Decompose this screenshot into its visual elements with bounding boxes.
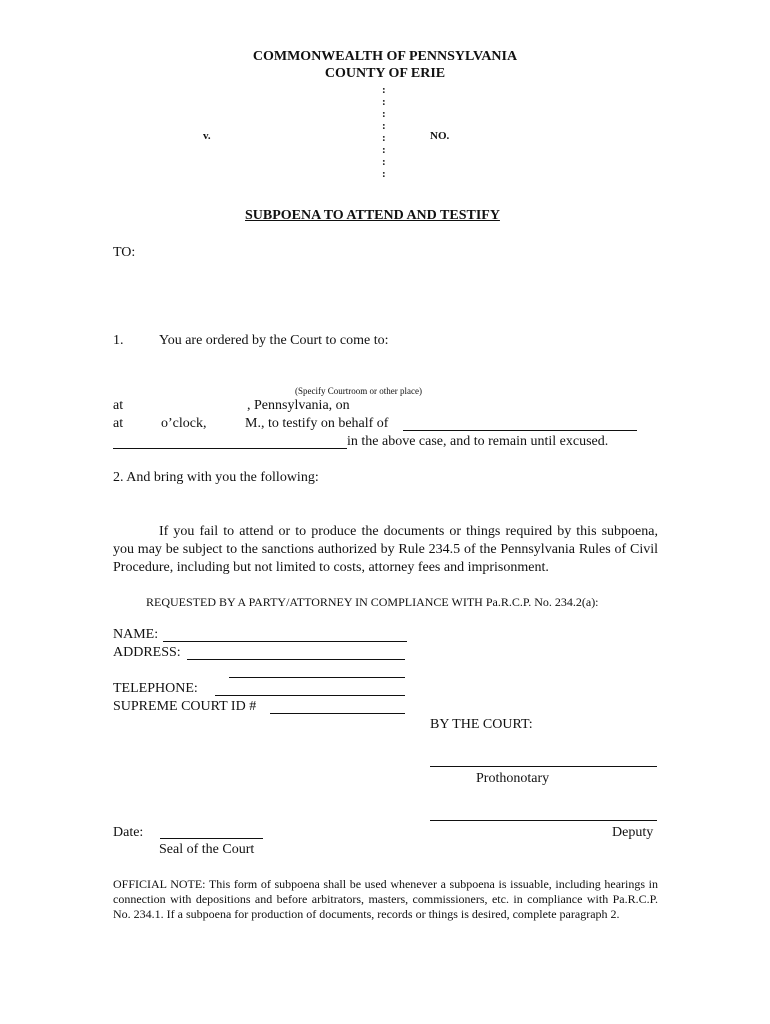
prothonotary-signature-line	[430, 766, 657, 767]
at-label-1: at	[113, 398, 124, 413]
address-line-2	[229, 677, 405, 678]
caption-colon: :	[382, 132, 386, 144]
caption-colon: :	[382, 108, 386, 120]
deputy-signature-line	[430, 820, 657, 821]
to-label: TO:	[113, 245, 136, 260]
date-label: Date:	[113, 825, 144, 840]
testify-text: M., to testify on behalf of	[245, 416, 389, 431]
by-the-court-label: BY THE COURT:	[430, 717, 533, 732]
county-name: COUNTY OF ERIE	[324, 66, 446, 81]
item1-number: 1.	[113, 333, 124, 348]
item1-text: You are ordered by the Court to come to:	[159, 333, 389, 348]
caption-colon: :	[382, 84, 386, 96]
address-label: ADDRESS:	[113, 645, 181, 660]
oclock-text: o’clock,	[161, 416, 207, 431]
versus-label: v.	[203, 130, 211, 142]
prothonotary-label: Prothonotary	[476, 771, 550, 786]
at-label-2: at	[113, 416, 124, 431]
address-line	[187, 659, 405, 660]
telephone-label: TELEPHONE:	[113, 681, 198, 696]
behalf-of-line-continued	[113, 448, 347, 449]
deputy-label: Deputy	[612, 825, 654, 840]
caption-colon: :	[382, 156, 386, 168]
requested-by-note: REQUESTED BY A PARTY/ATTORNEY IN COMPLIANCE WITH Pa.R.C.P. No. 234.2(a):	[146, 595, 599, 609]
seal-of-court-label: Seal of the Court	[159, 842, 255, 857]
specify-note: (Specify Courtroom or other place)	[295, 386, 422, 396]
telephone-line	[215, 695, 405, 696]
court-name: COMMONWEALTH OF PENNSYLVANIA	[252, 49, 518, 64]
warning-paragraph: If you fail to attend or to produce the documents or things required by this subpoena, you may be subject to the sanctions authorized by Rule 234.5 of the Pennsylvania Rules of Civil Procedure, including but not limited to costs, attorney fees and imprisonment.	[113, 524, 658, 575]
caption-colon: :	[382, 144, 386, 156]
name-line	[163, 641, 407, 642]
date-line	[160, 838, 263, 839]
supreme-court-id-line	[270, 713, 405, 714]
case-number-label: NO.	[430, 130, 450, 142]
caption-colon: :	[382, 168, 386, 180]
pennsylvania-text: , Pennsylvania, on	[247, 398, 350, 413]
behalf-of-line	[403, 430, 637, 431]
caption-colon: :	[382, 96, 386, 108]
supreme-court-id-label: SUPREME COURT ID #	[113, 699, 257, 714]
name-label: NAME:	[113, 627, 159, 642]
above-case-text: in the above case, and to remain until excused.	[347, 434, 609, 449]
document-title: SUBPOENA TO ATTEND AND TESTIFY	[245, 208, 500, 223]
caption-colon: :	[382, 120, 386, 132]
item2-text: 2. And bring with you the following:	[113, 470, 319, 485]
official-note: OFFICIAL NOTE: This form of subpoena shall be used whenever a subpoena is issuable, including hearings in connection with depositions and before arbitrators, masters, commissioners, etc. in compliance with Pa.R.C.P. No. 234.1. If a subpoena for production of documents, records or things is desired, complete paragraph 2.	[113, 877, 658, 921]
